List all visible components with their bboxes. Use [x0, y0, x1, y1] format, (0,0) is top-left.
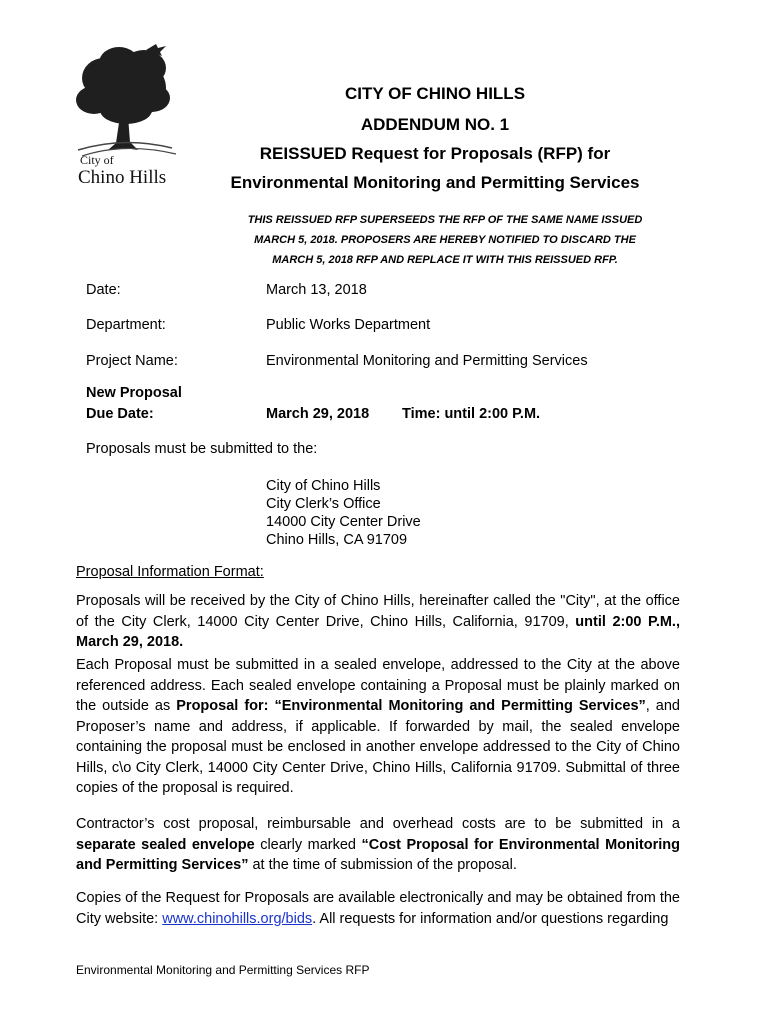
date-value: March 13, 2018 — [266, 282, 367, 298]
department-label: Department: — [86, 317, 166, 333]
page-footer: Environmental Monitoring and Permitting Services RFP — [76, 963, 370, 977]
p3-separate: separate sealed envelope — [76, 836, 255, 853]
address-line2: City Clerk’s Office — [266, 496, 381, 512]
notice-line3: MARCH 5, 2018 RFP AND REPLACE IT WITH THIS REISSUED RFP. — [272, 254, 618, 266]
p2-text-b: , and Proposer’s name and address, if applicable. If forwarded by mail, the sealed envelope containing the proposal must be enclosed in another envelope addressed to the City of Chino Hills, c\o City Clerk, 14000 City Center Drive, Chino Hills, California 91709. Submittal of three copies of the proposal is required. — [76, 698, 680, 796]
logo-line1: City of — [80, 153, 114, 167]
project-label: Project Name: — [86, 353, 178, 369]
address-line1: City of Chino Hills — [266, 478, 381, 494]
logo-wordmark — [78, 154, 166, 187]
notice-line1: THIS REISSUED RFP SUPERSEEDS THE RFP OF THE SAME NAME ISSUED — [247, 214, 643, 226]
p2-marking: Proposal for: “Environmental Monitoring and Permitting Services” — [176, 698, 646, 714]
reissue-notice — [200, 210, 690, 270]
notice-line2: MARCH 5, 2018. PROPOSERS ARE HEREBY NOTIFIED TO DISCARD THE — [254, 234, 636, 246]
p3-text-c: at the time of submission of the proposal. — [248, 857, 517, 873]
header-title: Environmental Monitoring and Permitting Services — [230, 173, 640, 192]
p2-text-a: Each Proposal must be submitted in a sealed envelope, addressed to the City at the above referenced address. Each sealed envelope containing a Proposal must be plainly marked on the outside as — [76, 657, 680, 714]
submit-intro: Proposals must be submitted to the: — [86, 441, 318, 457]
p4-text-b: . All requests for information and/or questions regarding — [312, 910, 669, 927]
p4-text-a: Copies of the Request for Proposals are available electronically and may be obtained from the City website: — [76, 890, 680, 927]
department-value: Public Works Department — [266, 317, 431, 333]
p3-text-a: Contractor’s cost proposal, reimbursable and overhead costs are to be submitted in a — [76, 816, 680, 832]
p3-text-b: clearly marked — [254, 836, 362, 853]
due-date-label: Due Date: — [86, 406, 154, 422]
p3-cost-marking: “Cost Proposal for Environmental Monitoring and Permitting Services” — [76, 836, 680, 873]
date-label: Date: — [86, 282, 121, 298]
format-heading: Proposal Information Format: — [76, 564, 264, 580]
paragraph-envelope — [76, 655, 680, 799]
new-proposal-label: New Proposal — [86, 385, 182, 401]
header-rfp: REISSUED Request for Proposals (RFP) for — [259, 144, 611, 163]
p1-text: Proposals will be received by the City of Chino Hills, hereinafter called the "City", at the office of the City Clerk, 14000 City Center Drive, Chino Hills, California, 91709, — [76, 593, 680, 630]
project-value: Environmental Monitoring and Permitting Services — [266, 353, 588, 369]
header-addendum: ADDENDUM NO. 1 — [360, 115, 510, 134]
bids-link[interactable]: www.chinohills.org/bids — [162, 910, 313, 927]
address-line4: Chino Hills, CA 91709 — [266, 532, 408, 548]
due-date-value: March 29, 2018 — [266, 406, 370, 422]
due-time-value: Time: until 2:00 P.M. — [402, 406, 541, 422]
header-city: CITY OF CHINO HILLS — [344, 84, 526, 103]
p1-deadline: until 2:00 P.M., March 29, 2018. — [76, 613, 680, 650]
logo-line2: Chino Hills — [78, 167, 167, 188]
paragraph-receipt — [76, 591, 680, 653]
paragraph-copies — [76, 888, 680, 929]
address-line3: 14000 City Center Drive — [266, 514, 421, 530]
paragraph-cost — [76, 814, 680, 876]
